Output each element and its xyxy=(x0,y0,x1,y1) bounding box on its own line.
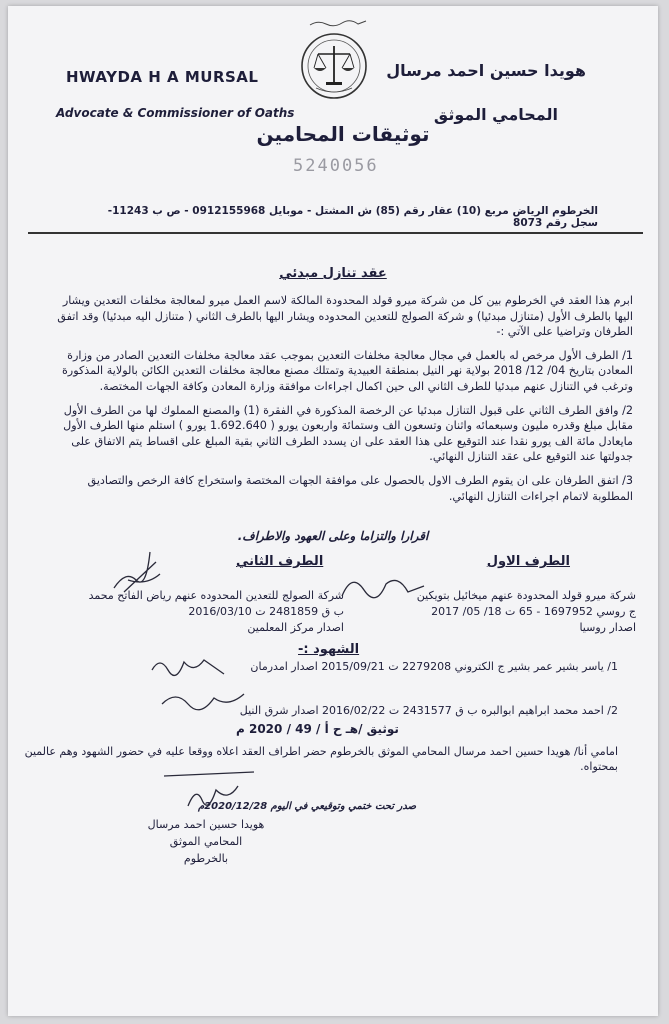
document-header-title: توثيقات المحامين xyxy=(256,122,430,146)
serial-number: 5240056 xyxy=(293,156,379,176)
contract-page xyxy=(8,6,658,1016)
party-two-heading: الطرف الثاني xyxy=(236,554,324,569)
party-one-name: شركة ميرو قولد المحدودة عنهم ميخائيل بتويكين xyxy=(416,589,636,602)
authentication-number: توثيق /هـ ح أ / 49 / 2020 م xyxy=(236,722,399,736)
notary-location: بالخرطوم xyxy=(183,852,229,865)
clause-1: 1/ الطرف الأول مرخص له بالعمل في مجال معالجة مخلفات التعدين بموجب عقد معالجة مخلفات التعدين الصادر من وزارة المعادن بتاريخ 04/ 12/ 2018 بولاية نهر النيل بمنطقة العبيدية وتمتلك مصنع معالجة مخلفات التعدين الكائن بالولاية المذكورة وترغب في التنازل عنهم مبدئيا للطرف الثاني الى حين اكمال اجراءات موافقة وزارة المعادن وكافة الجهات المختصة. xyxy=(61,348,633,393)
witness-one: 1/ ياسر بشير عمر بشير ج الكتروني 2279208 ت 2015/09/21 اصدار امدرمان xyxy=(250,660,618,673)
lawyer-title-en: Advocate & Commissioner of Oaths xyxy=(56,106,295,120)
contract-intro: ابرم هذا العقد في الخرطوم بين كل من شركة ميرو قولد المحدودة المالكة لاسم العمل ميرو لمعالجة مخلفات التعدين ويشار اليها بالطرف الأول (متنازل مبدئيا) و شركة الصولج للتعدين المحدوده ويشار اليها بالطرف الثاني ( متنازل اليه مبدئيا) وقد اتفق الطرفان وتراضيا على الآتي :- xyxy=(57,294,633,339)
basmala-calligraphy xyxy=(308,18,368,28)
party-two-id: ب ق 2481859 ت 2016/03/10 xyxy=(188,605,344,618)
issue-date-line: صدر تحت ختمي وتوقيعي في اليوم 2020/12/28م xyxy=(198,801,417,812)
party-two-issued: اصدار مركز المعلمين xyxy=(247,621,344,634)
header-divider xyxy=(28,232,643,234)
scales-of-justice-icon xyxy=(300,32,368,100)
witness-two: 2/ احمد محمد ابراهيم ابوالبره ب ق 2431577 ت 2016/02/22 اصدار شرق النيل xyxy=(239,704,618,717)
clause-2: 2/ وافق الطرف الثاني على قبول التنازل مبدئيا عن الرخصة المذكورة في الفقرة (1) والمصنع المملوك لها من الطرف الأول مقابل مبلغ وقدره مليون وسبعمائه واثنان وتسعون الف وستمائة واربعون يورو ( 1.692.640 يورو ) استلم منها الطرف الأول مايعادل مائة الف يورو نقدا عند التوقيع على هذا العقد على ان يسدد الطرف الثاني بقية المبلغ على اقساط يتم الاتفاق على جدولتها عند التوقيع على عقد التنازل النهائي. xyxy=(63,403,633,464)
lawyer-name-en: HWAYDA H A MURSAL xyxy=(66,68,259,86)
contract-title: عقد تنازل مبدئي xyxy=(279,266,387,281)
contract-body xyxy=(48,293,633,512)
lawyer-name-ar: هويدا حسين احمد مرسال xyxy=(386,61,586,80)
notary-name: هويدا حسين احمد مرسال xyxy=(147,818,265,831)
notary-statement: امامي أنا/ هويدا حسين احمد مرسال المحامي الموثق بالخرطوم حضر اطراف العقد اعلاه ووقعا عليه في حضور الشهود وهم عالمين بمحتواه. xyxy=(24,745,618,773)
notary-title: المحامي الموثق xyxy=(169,835,243,848)
party-one-id: ج روسي 1697952 - 65 ت 18/ 05/ 2017 xyxy=(431,605,636,618)
lawyer-title-ar: المحامي الموثق xyxy=(433,105,558,124)
party-one-issued: اصدار روسيا xyxy=(579,621,636,634)
party-two-name: شركة الصولج للتعدين المحدوده عنهم رياض الفاتح محمد xyxy=(88,589,344,602)
notary-signature-block xyxy=(126,816,286,867)
party-two-signature xyxy=(106,540,168,598)
office-address: الخرطوم الرياض مربع (10) عقار رقم (85) ش المشتل - موبايل 0912155968 - ص ب 11243- سجل رقم 8073 xyxy=(107,205,598,229)
party-one-heading: الطرف الاول xyxy=(486,554,570,569)
clause-3: 3/ اتفق الطرفان على ان يقوم الطرف الاول بالحصول على موافقة الجهات المختصة واستخراج كافة الرخص والتصاديق المطلوبة لاتمام اجراءات التنازل النهائي. xyxy=(87,473,633,503)
declaration-line: اقرارا والتزاما وعلى العهود والاطراف. xyxy=(237,529,429,543)
party-one-signature xyxy=(338,566,428,606)
witnesses-heading: الشهود :- xyxy=(298,642,360,657)
